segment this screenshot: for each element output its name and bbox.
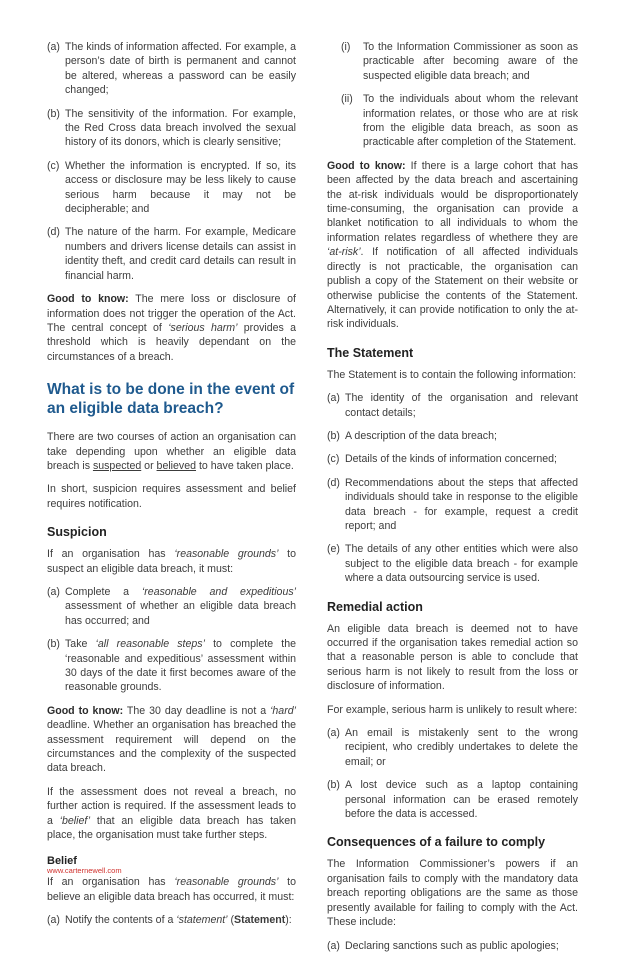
list-item: (c) Details of the kinds of information concerned; [327,453,557,466]
list-item: (i) To the Information Commissioner as soon as practicable after becoming aware of the suspected eligible data breach; and [341,41,578,82]
list-item: (ii) To the individuals about whom the relevant information relates, or those who are at risk from the eligible data breach, as soon as practicable after completion of the Statement. [341,93,578,149]
paragraph: If the assessment does not reveal a breach, no further action is required. If the assessment leads to a ‘belief’ that an eligible data breach has taken place, the organisation must take further steps. [47,785,296,842]
paragraph: In short, suspicion requires assessment and belief requires notification. [47,483,296,510]
subheading-suspicion: Suspicion [47,525,107,540]
right-column [327,40,578,962]
good-to-know-note: Good to know: The mere loss or disclosure of information does not trigger the operation of the Act. The central concept of ‘serious harm’ provides a threshold which is heavily dependant on the circumstances of a breach. [47,293,297,363]
list-item: (a) An email is mistakenly sent to the wrong recipient, who credibly undertakes to delete the email; or [327,727,578,768]
good-to-know-note: Good to know: The 30 day deadline is not a ‘hard’ deadline. Whether an organisation has breached the assessment requirement will depend on the circumstances and the complexity of the suspected data breach. [47,704,296,775]
list-item: (d) The nature of the harm. For example, Medicare numbers and drivers license details can assist in identity theft, and credit card details can result in financial harm. [47,226,296,282]
paragraph: The Information Commissioner’s powers if an organisation fails to comply with the mandatory data breach reporting obligations are the same as those presently available for failing to comply with the Act. These include: [327,858,578,929]
paragraph: The Statement is to contain the following information: [327,368,577,381]
paragraph: For example, serious harm is unlikely to result where: [327,703,578,716]
good-to-know-note: Good to know: If there is a large cohort that has been affected by the data breach and ascertaining the at-risk individuals would be disproportionately time-consuming, the organisation can provide a blanket notification to all individuals to whom the information relates regardless of whethere they are ‘at-risk’. If notification of all affected individuals directly is not practicable, the organisation can publish a copy of the Statement on their website or otherwise publicise the contents of the Statement. Alternatively, it can provide notification to only the at-risk individuals. [327,159,578,331]
list-item: (a) The identity of the organisation and relevant contact details; [327,392,578,419]
list-item: (a) Declaring sanctions such as public apologies; [327,939,559,952]
list-item: (b) Take ‘all reasonable steps’ to complete the ‘reasonable and expeditious’ assessment within 30 days of the date it first becomes aware of the reasonable grounds. [47,638,296,694]
list-item: (a) Notify the contents of a ‘statement’ (Statement): [47,914,292,927]
list-item: (a) The kinds of information affected. For example, a person’s date of birth is permanent and cannot be altered, whereas a password can be easily changed; [47,41,296,97]
list-item: (c) Whether the information is encrypted. If so, its access or disclosure may be less likely to cause serious harm because it may not be decipherable; and [47,159,296,216]
paragraph: If an organisation has ‘reasonable grounds’ to suspect an eligible data breach, it must: [47,548,296,575]
list-item: (a) Complete a ‘reasonable and expeditious’ assessment of whether an eligible data breach has occurred; and [47,585,296,627]
section-heading: What is to be done in the event of an eligible data breach? [47,381,295,418]
left-column [47,40,296,937]
subheading-remedial-action: Remedial action [327,599,423,614]
subheading-consequences: Consequences of a failure to comply [327,835,546,850]
list-item: (e) The details of any other entities which were also subject to the eligible data breach - for example where a data outsourcing service is used. [327,543,578,585]
paragraph: There are two courses of action an organisation can take depending upon whether an eligible data breach is suspected or believed to have taken place. [47,431,296,472]
list-item: (b) A description of the data breach; [327,429,497,442]
list-item: (b) A lost device such as a laptop containing personal information can be erased remotely before the data is accessed. [327,779,578,821]
subheading-belief: Belief [47,855,77,868]
footer-website-link[interactable]: www.carternewell.com [47,866,122,875]
list-item: (d) Recommendations about the steps that affected individuals should take in response to the eligible data breach - for example, request a credit report; and [327,476,578,532]
paragraph: An eligible data breach is deemed not to have occurred if the organisation takes remedial action so that a reasonable person is able to conclude that serious harm is not likely to result from the loss or disclosure of information. [327,622,578,693]
paragraph: If an organisation has ‘reasonable grounds’ to believe an eligible data breach has occurred, it must: [47,876,296,903]
list-item: (b) The sensitivity of the information. For example, the Red Cross data breach involved the sexual history of its donors, which is clearly sensitive; [47,107,296,149]
subheading-statement: The Statement [327,345,414,360]
